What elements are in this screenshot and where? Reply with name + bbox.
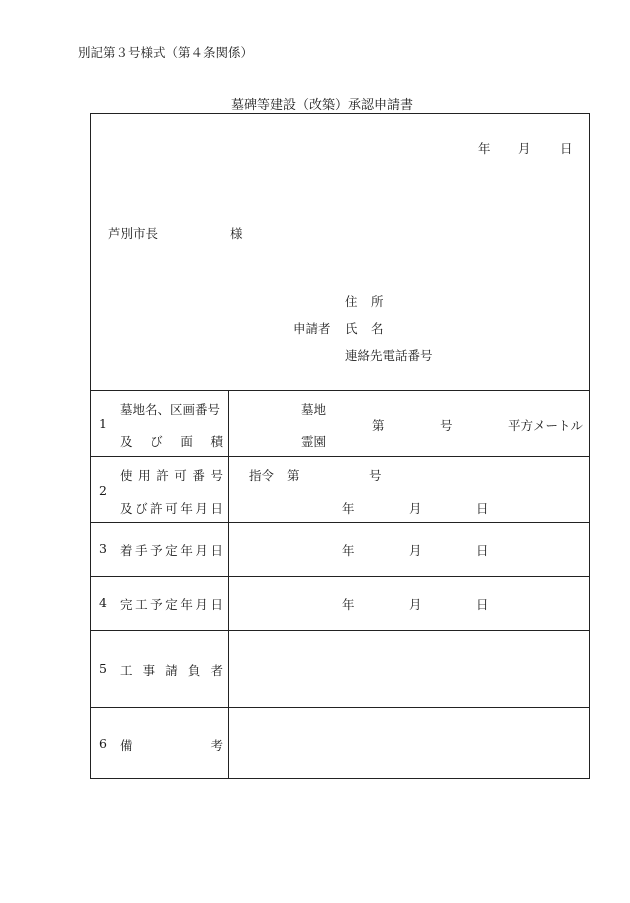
row-3-year-label: 年 <box>342 543 355 558</box>
row-2-shirei-label: 指令 <box>249 468 275 483</box>
row-2-dai-label: 第 <box>287 468 300 483</box>
row-6-number: 6 <box>99 736 107 751</box>
divider-row-4 <box>90 630 590 631</box>
row-2-gou-label: 号 <box>369 468 382 483</box>
addressee-mayor: 芦別市長 <box>108 226 159 241</box>
row-1-dai-label: 第 <box>372 418 385 433</box>
row-3-number: 3 <box>99 541 107 556</box>
row-1-gou-label: 号 <box>440 418 453 433</box>
row-2-month-label: 月 <box>409 501 422 516</box>
applicant-name-char-1: 氏 <box>345 321 358 336</box>
row-6-label: 備 考 <box>120 738 223 753</box>
applicant-role-label: 申請者 <box>293 321 331 336</box>
row-2-number: 2 <box>99 483 107 498</box>
row-3-day-label: 日 <box>476 543 489 558</box>
form-label: 別記第３号様式（第４条関係） <box>78 45 254 60</box>
row-4-number: 4 <box>99 595 107 610</box>
row-5-number: 5 <box>99 661 107 676</box>
applicant-address-char-2: 所 <box>371 294 384 309</box>
row-2-day-label: 日 <box>476 501 489 516</box>
date-year-label: 年 <box>478 141 491 156</box>
applicant-address-char-1: 住 <box>345 294 358 309</box>
date-day-label: 日 <box>560 141 573 156</box>
row-1-cemetery-label: 墓地 <box>301 402 327 417</box>
row-2-label-line-2: 及 び 許 可 年 月 日 <box>120 501 223 516</box>
addressee-honorific: 様 <box>230 226 243 241</box>
row-4-year-label: 年 <box>342 597 355 612</box>
divider-top-section <box>90 390 590 391</box>
date-month-label: 月 <box>518 141 531 156</box>
row-3-label: 着 手 予 定 年 月 日 <box>120 543 223 558</box>
divider-row-1 <box>90 456 590 457</box>
row-4-month-label: 月 <box>409 597 422 612</box>
applicant-phone-label: 連絡先電話番号 <box>345 348 433 363</box>
row-4-day-label: 日 <box>476 597 489 612</box>
row-1-reien-label: 霊園 <box>301 434 327 449</box>
form-title: 墓碑等建設（改築）承認申請書 <box>231 98 414 113</box>
row-5-label: 工 事 請 負 者 <box>120 663 223 678</box>
row-1-number: 1 <box>99 416 107 431</box>
applicant-name-char-2: 名 <box>371 321 384 336</box>
divider-row-3 <box>90 576 590 577</box>
row-2-label-line-1: 使 用 許 可 番 号 <box>120 468 223 483</box>
row-1-area-unit: 平方メートル <box>508 418 584 433</box>
row-1-label-line-1: 墓地名、区画番号 <box>120 402 221 417</box>
row-1-label-line-2: 及 び 面 積 <box>120 434 223 449</box>
divider-row-2 <box>90 522 590 523</box>
divider-row-5 <box>90 707 590 708</box>
label-column-divider <box>228 390 229 779</box>
row-3-month-label: 月 <box>409 543 422 558</box>
row-2-year-label: 年 <box>342 501 355 516</box>
row-4-label: 完 工 予 定 年 月 日 <box>120 597 223 612</box>
